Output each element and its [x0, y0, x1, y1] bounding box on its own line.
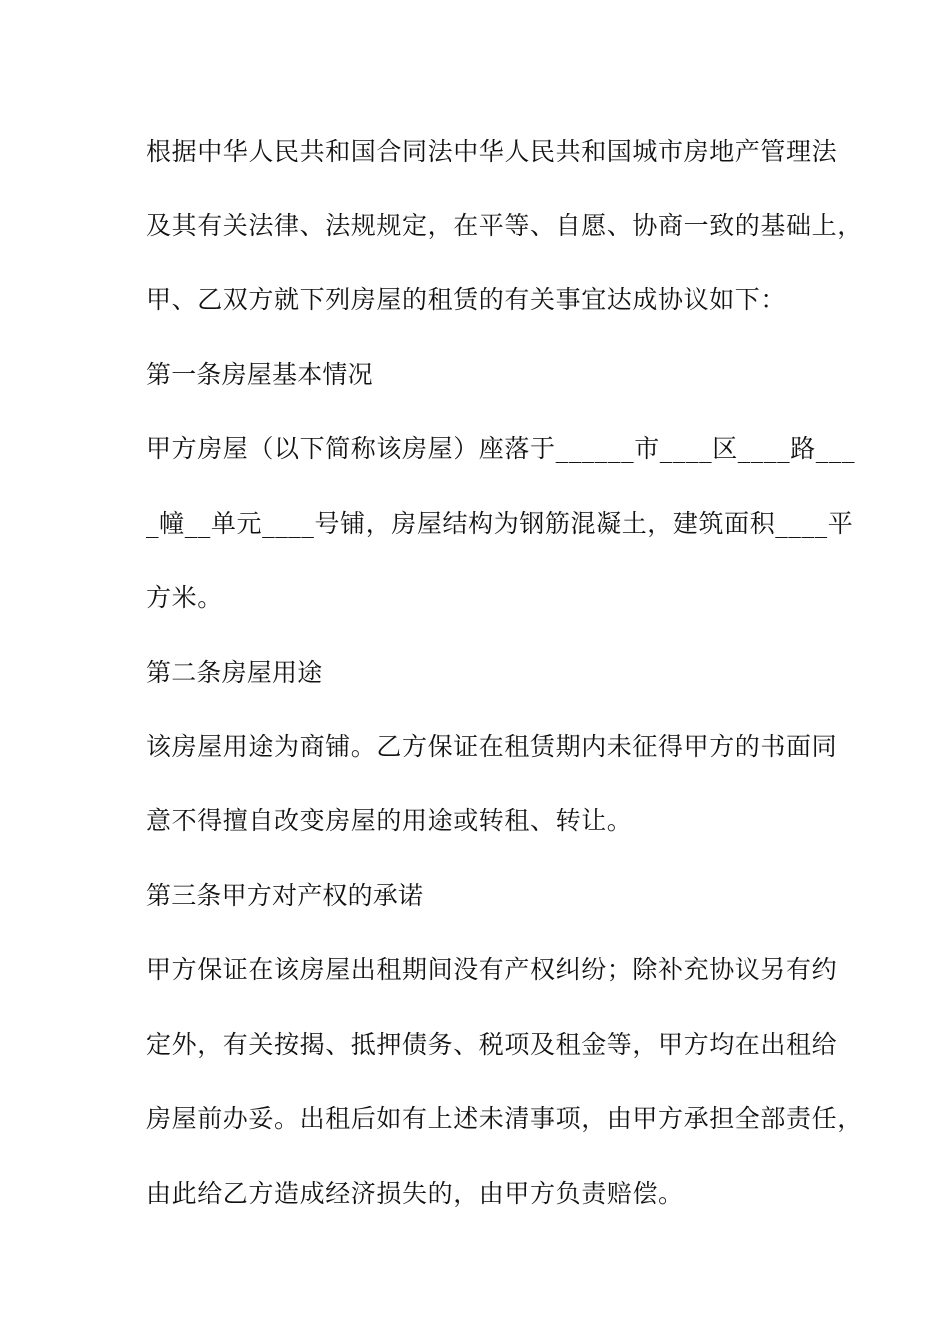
- intro-line-3: 甲、乙双方就下列房屋的租赁的有关事宜达成协议如下：: [146, 285, 787, 314]
- article-3-line-2: 定外，有关按揭、抵押债务、税项及租金等，甲方均在出租给: [146, 1030, 838, 1059]
- article-3-heading: 第三条甲方对产权的承诺: [146, 881, 424, 910]
- article-1-line-3: 方米。: [146, 583, 223, 612]
- article-3-line-4: 由此给乙方造成经济损失的，由甲方负责赔偿。: [146, 1179, 684, 1208]
- article-2-heading: 第二条房屋用途: [146, 658, 323, 687]
- article-1-heading: 第一条房屋基本情况: [146, 360, 373, 389]
- article-3-line-1: 甲方保证在该房屋出租期间没有产权纠纷；除补充协议另有约: [146, 955, 838, 984]
- article-2-line-1: 该房屋用途为商铺。乙方保证在租赁期内未征得甲方的书面同: [146, 732, 838, 761]
- intro-line-1: 根据中华人民共和国合同法中华人民共和国城市房地产管理法: [146, 137, 838, 166]
- intro-line-2: 及其有关法律、法规规定，在平等、自愿、协商一致的基础上，: [146, 211, 863, 240]
- article-3-line-3: 房屋前办妥。出租后如有上述未清事项，由甲方承担全部责任，: [146, 1104, 863, 1133]
- article-1-line-1: 甲方房屋（以下简称该房屋）座落于______市____区____路___: [146, 434, 856, 463]
- article-1-line-2: _幢__单元____号铺，房屋结构为钢筋混凝土，建筑面积____平: [146, 509, 854, 538]
- article-2-line-2: 意不得擅自改变房屋的用途或转租、转让。: [146, 806, 633, 835]
